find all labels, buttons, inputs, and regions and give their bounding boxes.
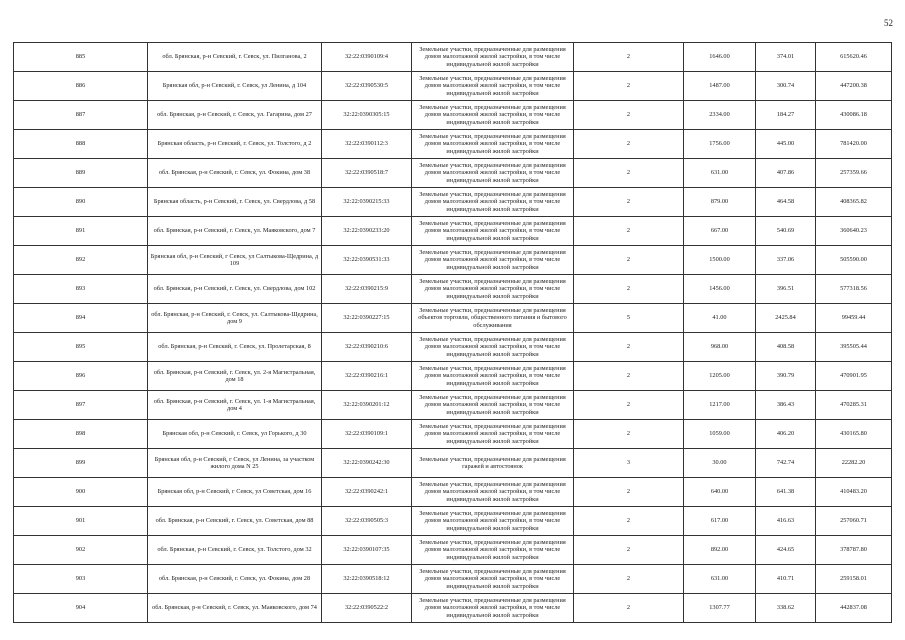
cadastral-number-cell: 32:22:0390210:6 <box>322 333 412 362</box>
table-row <box>14 420 892 449</box>
cadastral-value-cell: 470285.31 <box>816 391 892 420</box>
address-cell: Брянская область, р-н Севский, г. Севск, ул. Свердлова, д 58 <box>148 188 322 217</box>
address-cell: обл. Брянская, р-н Севский, г. Севск, ул. Советская, дом 88 <box>148 507 322 536</box>
table-row <box>14 565 892 594</box>
use-group-cell: 2 <box>574 391 684 420</box>
row-number-cell: 891 <box>14 217 148 246</box>
specific-value-cell: 408.58 <box>756 333 816 362</box>
specific-value-cell: 337.06 <box>756 246 816 275</box>
area-cell: 1500.00 <box>684 246 756 275</box>
land-use-cell: Земельные участки, предназначенные для размещения домов малоэтажной жилой застройки, в том числе индивидуальной жилой застройки <box>412 478 574 507</box>
land-use-cell: Земельные участки, предназначенные для размещения домов малоэтажной жилой застройки, в том числе индивидуальной жилой застройки <box>412 72 574 101</box>
cadastral-value-cell: 442837.08 <box>816 594 892 623</box>
use-group-cell: 2 <box>574 188 684 217</box>
table-row <box>14 333 892 362</box>
address-cell: Брянская обл, р-н Севский, г Севск, ул Салтыкова-Щедрина, д 109 <box>148 246 322 275</box>
table-body <box>14 43 892 623</box>
cadastral-value-cell: 505590.00 <box>816 246 892 275</box>
use-group-cell: 2 <box>574 420 684 449</box>
address-cell: обл. Брянская, р-н Севский, г. Севск, ул. Салтыкова-Щедрина, дом 9 <box>148 304 322 333</box>
area-cell: 1205.00 <box>684 362 756 391</box>
address-cell: обл. Брянская, р-н Севский, г. Севск, ул. Фокина, дом 28 <box>148 565 322 594</box>
row-number-cell: 897 <box>14 391 148 420</box>
area-cell: 2334.00 <box>684 101 756 130</box>
table-row <box>14 72 892 101</box>
specific-value-cell: 540.69 <box>756 217 816 246</box>
use-group-cell: 2 <box>574 507 684 536</box>
specific-value-cell: 424.65 <box>756 536 816 565</box>
row-number-cell: 902 <box>14 536 148 565</box>
table-row <box>14 478 892 507</box>
area-cell: 1756.00 <box>684 130 756 159</box>
area-cell: 1456.00 <box>684 275 756 304</box>
land-use-cell: Земельные участки, предназначенные для размещения домов малоэтажной жилой застройки, в том числе индивидуальной жилой застройки <box>412 333 574 362</box>
table-row <box>14 43 892 72</box>
address-cell: обл. Брянская, р-н Севский, г. Севск, ул. Фокина, дом 38 <box>148 159 322 188</box>
specific-value-cell: 300.74 <box>756 72 816 101</box>
cadastral-number-cell: 32:22:0390107:35 <box>322 536 412 565</box>
address-cell: обл. Брянская, р-н Севский, г. Севск, ул. Пилганова, 2 <box>148 43 322 72</box>
cadastral-value-cell: 430165.80 <box>816 420 892 449</box>
cadastral-number-cell: 32:22:0390112:3 <box>322 130 412 159</box>
address-cell: обл. Брянская, р-н Севский, г. Севск, ул. Свердлова, дом 102 <box>148 275 322 304</box>
table-row <box>14 130 892 159</box>
cadastral-value-cell: 395505.44 <box>816 333 892 362</box>
cadastral-value-cell: 470901.95 <box>816 362 892 391</box>
area-cell: 631.00 <box>684 565 756 594</box>
address-cell: обл. Брянская, р-н Севский, г. Севск, ул. Маяковского, дом 7 <box>148 217 322 246</box>
use-group-cell: 2 <box>574 246 684 275</box>
cadastral-number-cell: 32:22:0390531:33 <box>322 246 412 275</box>
cadastral-value-cell: 577318.56 <box>816 275 892 304</box>
cadastral-value-cell: 447200.38 <box>816 72 892 101</box>
land-use-cell: Земельные участки, предназначенные для размещения домов малоэтажной жилой застройки, в том числе индивидуальной жилой застройки <box>412 275 574 304</box>
use-group-cell: 3 <box>574 449 684 478</box>
cadastral-value-cell: 257359.66 <box>816 159 892 188</box>
row-number-cell: 888 <box>14 130 148 159</box>
cadastral-value-cell: 615620.46 <box>816 43 892 72</box>
cadastral-number-cell: 32:22:0390227:15 <box>322 304 412 333</box>
cadastral-value-cell: 259158.01 <box>816 565 892 594</box>
land-use-cell: Земельные участки, предназначенные для размещения домов малоэтажной жилой застройки, в том числе индивидуальной жилой застройки <box>412 594 574 623</box>
specific-value-cell: 641.38 <box>756 478 816 507</box>
area-cell: 968.00 <box>684 333 756 362</box>
row-number-cell: 895 <box>14 333 148 362</box>
land-registry-table <box>13 42 892 623</box>
cadastral-value-cell: 99459.44 <box>816 304 892 333</box>
cadastral-number-cell: 32:22:0390518:7 <box>322 159 412 188</box>
land-use-cell: Земельные участки, предназначенные для размещения домов малоэтажной жилой застройки, в том числе индивидуальной жилой застройки <box>412 217 574 246</box>
table-row <box>14 449 892 478</box>
use-group-cell: 2 <box>574 159 684 188</box>
land-use-cell: Земельные участки, предназначенные для размещения домов малоэтажной жилой застройки, в том числе индивидуальной жилой застройки <box>412 362 574 391</box>
table-row <box>14 536 892 565</box>
row-number-cell: 886 <box>14 72 148 101</box>
land-use-cell: Земельные участки, предназначенные для размещения домов малоэтажной жилой застройки, в том числе индивидуальной жилой застройки <box>412 101 574 130</box>
cadastral-value-cell: 22282.20 <box>816 449 892 478</box>
table-row <box>14 246 892 275</box>
table-row <box>14 217 892 246</box>
specific-value-cell: 184.27 <box>756 101 816 130</box>
cadastral-number-cell: 32:22:0390201:12 <box>322 391 412 420</box>
cadastral-number-cell: 32:22:0390305:15 <box>322 101 412 130</box>
cadastral-number-cell: 32:22:0390522:2 <box>322 594 412 623</box>
area-cell: 631.00 <box>684 159 756 188</box>
row-number-cell: 903 <box>14 565 148 594</box>
area-cell: 1059.00 <box>684 420 756 449</box>
area-cell: 667.00 <box>684 217 756 246</box>
row-number-cell: 885 <box>14 43 148 72</box>
use-group-cell: 2 <box>574 333 684 362</box>
cadastral-number-cell: 32:22:0390518:12 <box>322 565 412 594</box>
table-row <box>14 275 892 304</box>
land-use-cell: Земельные участки, предназначенные для размещения домов малоэтажной жилой застройки, в том числе индивидуальной жилой застройки <box>412 391 574 420</box>
area-cell: 879.00 <box>684 188 756 217</box>
row-number-cell: 887 <box>14 101 148 130</box>
row-number-cell: 896 <box>14 362 148 391</box>
cadastral-number-cell: 32:22:0390215:33 <box>322 188 412 217</box>
area-cell: 892.00 <box>684 536 756 565</box>
land-use-cell: Земельные участки, предназначенные для размещения домов малоэтажной жилой застройки, в том числе индивидуальной жилой застройки <box>412 130 574 159</box>
land-use-cell: Земельные участки, предназначенные для размещения объектов торговли, общественного питания и бытового обслуживания <box>412 304 574 333</box>
row-number-cell: 904 <box>14 594 148 623</box>
cadastral-value-cell: 257060.71 <box>816 507 892 536</box>
area-cell: 1217.00 <box>684 391 756 420</box>
cadastral-number-cell: 32:22:0390505:3 <box>322 507 412 536</box>
land-use-cell: Земельные участки, предназначенные для размещения домов малоэтажной жилой застройки, в том числе индивидуальной жилой застройки <box>412 188 574 217</box>
use-group-cell: 2 <box>574 101 684 130</box>
row-number-cell: 900 <box>14 478 148 507</box>
address-cell: обл. Брянская, р-н Севский, г. Севск, ул. 2-я Магистральная, дом 18 <box>148 362 322 391</box>
page-number: 52 <box>884 18 893 28</box>
specific-value-cell: 445.00 <box>756 130 816 159</box>
specific-value-cell: 386.43 <box>756 391 816 420</box>
address-cell: обл. Брянская, р-н Севский, г. Севск, ул. 1-я Магистральная, дом 4 <box>148 391 322 420</box>
row-number-cell: 890 <box>14 188 148 217</box>
table-row <box>14 594 892 623</box>
specific-value-cell: 464.58 <box>756 188 816 217</box>
row-number-cell: 898 <box>14 420 148 449</box>
land-use-cell: Земельные участки, предназначенные для размещения домов малоэтажной жилой застройки, в том числе индивидуальной жилой застройки <box>412 507 574 536</box>
use-group-cell: 2 <box>574 217 684 246</box>
cadastral-number-cell: 32:22:0390109:1 <box>322 420 412 449</box>
use-group-cell: 2 <box>574 275 684 304</box>
table-row <box>14 362 892 391</box>
cadastral-number-cell: 32:22:0390109:4 <box>322 43 412 72</box>
row-number-cell: 893 <box>14 275 148 304</box>
address-cell: Брянская обл, р-н Севский, г Севск, ул Ленина, за участком жилого дома N 25 <box>148 449 322 478</box>
table-row <box>14 391 892 420</box>
specific-value-cell: 407.86 <box>756 159 816 188</box>
area-cell: 41.00 <box>684 304 756 333</box>
cadastral-number-cell: 32:22:0390233:20 <box>322 217 412 246</box>
use-group-cell: 2 <box>574 43 684 72</box>
area-cell: 1307.77 <box>684 594 756 623</box>
table-row <box>14 159 892 188</box>
cadastral-number-cell: 32:22:0390242:1 <box>322 478 412 507</box>
specific-value-cell: 390.79 <box>756 362 816 391</box>
cadastral-value-cell: 430086.18 <box>816 101 892 130</box>
cadastral-value-cell: 408365.82 <box>816 188 892 217</box>
use-group-cell: 2 <box>574 72 684 101</box>
address-cell: обл. Брянская, р-н Севский, г. Севск, ул. Маяковского, дом 74 <box>148 594 322 623</box>
cadastral-value-cell: 410483.20 <box>816 478 892 507</box>
land-use-cell: Земельные участки, предназначенные для размещения домов малоэтажной жилой застройки, в том числе индивидуальной жилой застройки <box>412 565 574 594</box>
address-cell: обл. Брянская, р-н Севский, г. Севск, ул. Пролетарская, 8 <box>148 333 322 362</box>
specific-value-cell: 416.63 <box>756 507 816 536</box>
specific-value-cell: 742.74 <box>756 449 816 478</box>
specific-value-cell: 406.20 <box>756 420 816 449</box>
land-use-cell: Земельные участки, предназначенные для размещения домов малоэтажной жилой застройки, в том числе индивидуальной жилой застройки <box>412 420 574 449</box>
cadastral-number-cell: 32:22:0390215:9 <box>322 275 412 304</box>
area-cell: 617.00 <box>684 507 756 536</box>
area-cell: 1646.00 <box>684 43 756 72</box>
use-group-cell: 2 <box>574 130 684 159</box>
table-row <box>14 304 892 333</box>
specific-value-cell: 2425.84 <box>756 304 816 333</box>
row-number-cell: 901 <box>14 507 148 536</box>
use-group-cell: 2 <box>574 536 684 565</box>
cadastral-number-cell: 32:22:0390530:5 <box>322 72 412 101</box>
cadastral-value-cell: 360640.23 <box>816 217 892 246</box>
land-use-cell: Земельные участки, предназначенные для размещения домов малоэтажной жилой застройки, в том числе индивидуальной жилой застройки <box>412 536 574 565</box>
use-group-cell: 2 <box>574 478 684 507</box>
row-number-cell: 889 <box>14 159 148 188</box>
address-cell: обл. Брянская, р-н Севский, г. Севск, ул. Гагарина, дом 27 <box>148 101 322 130</box>
land-use-cell: Земельные участки, предназначенные для размещения домов малоэтажной жилой застройки, в том числе индивидуальной жилой застройки <box>412 159 574 188</box>
cadastral-value-cell: 781420.00 <box>816 130 892 159</box>
specific-value-cell: 374.01 <box>756 43 816 72</box>
use-group-cell: 2 <box>574 594 684 623</box>
specific-value-cell: 396.51 <box>756 275 816 304</box>
table-row <box>14 507 892 536</box>
address-cell: обл. Брянская, р-н Севский, г. Севск, ул. Толстого, дом 32 <box>148 536 322 565</box>
table-row <box>14 188 892 217</box>
land-use-cell: Земельные участки, предназначенные для размещения домов малоэтажной жилой застройки, в том числе индивидуальной жилой застройки <box>412 246 574 275</box>
address-cell: Брянская область, р-н Севский, г. Севск, ул. Толстого, д 2 <box>148 130 322 159</box>
cadastral-value-cell: 378787.80 <box>816 536 892 565</box>
specific-value-cell: 338.62 <box>756 594 816 623</box>
address-cell: Брянская обл, р-н Севский, г. Севск, ул Горького, д 30 <box>148 420 322 449</box>
cadastral-number-cell: 32:22:0390242:30 <box>322 449 412 478</box>
area-cell: 30.00 <box>684 449 756 478</box>
address-cell: Брянская обл, р-н Севский, г Севск, ул Советская, дом 16 <box>148 478 322 507</box>
area-cell: 640.00 <box>684 478 756 507</box>
row-number-cell: 894 <box>14 304 148 333</box>
area-cell: 1487.00 <box>684 72 756 101</box>
specific-value-cell: 410.71 <box>756 565 816 594</box>
use-group-cell: 2 <box>574 565 684 594</box>
land-use-cell: Земельные участки, предназначенные для размещения гаражей и автостоянок <box>412 449 574 478</box>
address-cell: Брянская обл, р-н Севский, г. Севск, ул Ленина, д 104 <box>148 72 322 101</box>
cadastral-number-cell: 32:22:0390216:1 <box>322 362 412 391</box>
table-row <box>14 101 892 130</box>
land-use-cell: Земельные участки, предназначенные для размещения домов малоэтажной жилой застройки, в том числе индивидуальной жилой застройки <box>412 43 574 72</box>
row-number-cell: 899 <box>14 449 148 478</box>
use-group-cell: 2 <box>574 362 684 391</box>
use-group-cell: 5 <box>574 304 684 333</box>
row-number-cell: 892 <box>14 246 148 275</box>
